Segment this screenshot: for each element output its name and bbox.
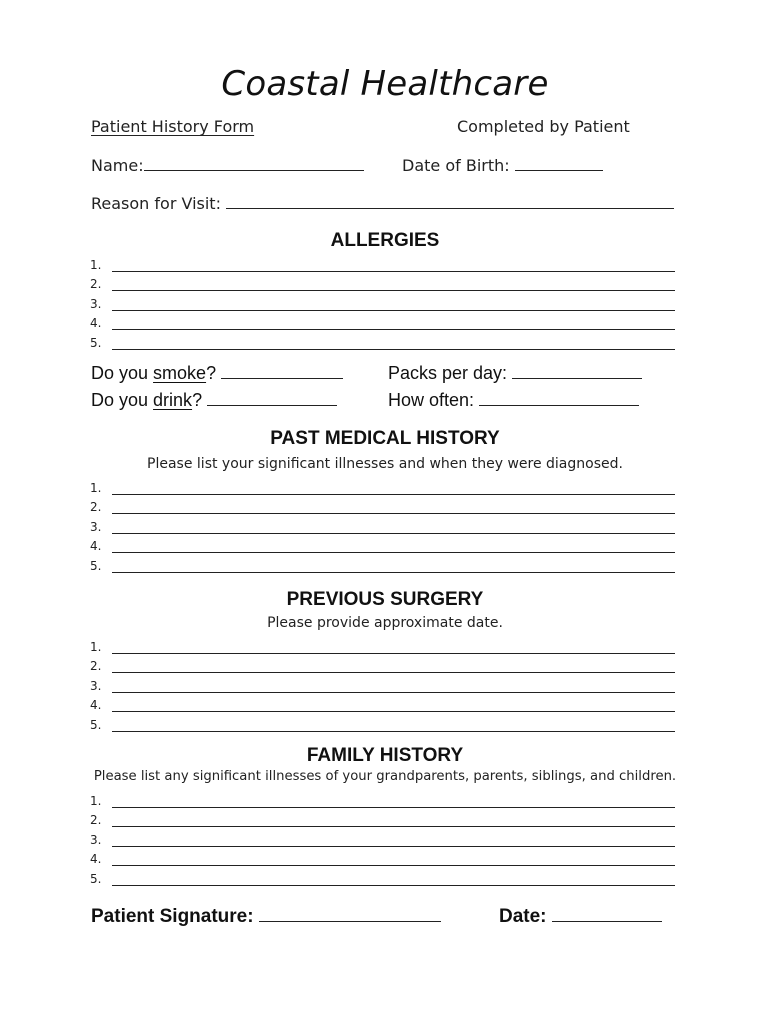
drink-blank[interactable]: [207, 391, 337, 406]
entry-line[interactable]: [112, 794, 675, 808]
past-medical-note: Please list your significant illnesses and when they were diagnosed.: [147, 456, 623, 472]
packs-question[interactable]: [388, 363, 642, 384]
list-item[interactable]: [90, 654, 675, 674]
often-label: How often:: [388, 390, 475, 410]
item-number: 5.: [90, 335, 102, 350]
item-number: 5.: [90, 717, 102, 732]
completed-by-label: Completed by Patient: [457, 117, 630, 136]
list-item[interactable]: [90, 514, 675, 534]
entry-line[interactable]: [112, 852, 675, 866]
smoke-prefix: Do you: [91, 363, 154, 383]
list-item[interactable]: [90, 272, 675, 292]
past-medical-list: [90, 475, 675, 573]
name-blank[interactable]: [144, 156, 364, 171]
drink-word: drink: [153, 390, 193, 410]
date-label: Date:: [499, 906, 547, 927]
often-blank[interactable]: [479, 391, 639, 406]
drink-suffix: ?: [192, 390, 203, 410]
list-item[interactable]: [90, 330, 675, 350]
list-item[interactable]: [90, 693, 675, 713]
entry-line[interactable]: [112, 718, 675, 732]
often-question[interactable]: [388, 390, 639, 411]
drink-question[interactable]: [91, 390, 337, 411]
list-item[interactable]: [90, 252, 675, 272]
list-item[interactable]: [90, 291, 675, 311]
surgery-heading: PREVIOUS SURGERY: [286, 589, 484, 610]
item-number: 1.: [90, 257, 102, 272]
family-heading: FAMILY HISTORY: [306, 745, 464, 766]
reason-label: Reason for Visit:: [91, 194, 221, 213]
item-number: 2.: [90, 659, 102, 674]
list-item[interactable]: [90, 827, 675, 847]
item-number: 5.: [90, 871, 102, 886]
dob-field[interactable]: [402, 156, 603, 175]
entry-line[interactable]: [112, 336, 675, 350]
entry-line[interactable]: [112, 813, 675, 827]
packs-label: Packs per day:: [388, 363, 508, 383]
list-item[interactable]: [90, 673, 675, 693]
smoke-question[interactable]: [91, 363, 343, 384]
item-number: 2.: [90, 277, 102, 292]
item-number: 4.: [90, 316, 102, 331]
surgery-list: [90, 634, 675, 732]
list-item[interactable]: [90, 847, 675, 867]
signature-label: Patient Signature:: [91, 906, 254, 927]
entry-line[interactable]: [112, 872, 675, 886]
entry-line[interactable]: [112, 640, 675, 654]
smoke-blank[interactable]: [221, 364, 343, 379]
item-number: 4.: [90, 698, 102, 713]
smoke-word: smoke: [153, 363, 207, 383]
item-number: 4.: [90, 539, 102, 554]
list-item[interactable]: [90, 866, 675, 886]
item-number: 2.: [90, 813, 102, 828]
item-number: 1.: [90, 480, 102, 495]
surgery-note: Please provide approximate date.: [267, 615, 503, 631]
entry-line[interactable]: [112, 539, 675, 553]
entry-line[interactable]: [112, 520, 675, 534]
form-name: Patient History Form: [91, 117, 255, 136]
smoke-suffix: ?: [206, 363, 217, 383]
allergies-heading: ALLERGIES: [330, 230, 440, 251]
dob-label: Date of Birth:: [402, 156, 510, 175]
reason-blank[interactable]: [226, 194, 674, 209]
list-item[interactable]: [90, 808, 675, 828]
family-note: Please list any significant illnesses of your grandparents, parents, siblings, and children.: [93, 769, 677, 784]
family-list: [90, 788, 675, 886]
item-number: 3.: [90, 832, 102, 847]
item-number: 3.: [90, 519, 102, 534]
list-item[interactable]: [90, 788, 675, 808]
list-item[interactable]: [90, 634, 675, 654]
entry-line[interactable]: [112, 500, 675, 514]
entry-line[interactable]: [112, 659, 675, 673]
entry-line[interactable]: [112, 481, 675, 495]
name-field[interactable]: [91, 156, 364, 175]
reason-field[interactable]: [91, 194, 674, 213]
signature-blank[interactable]: [259, 907, 441, 922]
drink-prefix: Do you: [91, 390, 154, 410]
entry-line[interactable]: [112, 277, 675, 291]
date-field[interactable]: [499, 906, 662, 928]
signature-field[interactable]: [91, 906, 441, 928]
item-number: 5.: [90, 558, 102, 573]
item-number: 4.: [90, 852, 102, 867]
item-number: 1.: [90, 793, 102, 808]
entry-line[interactable]: [112, 698, 675, 712]
entry-line[interactable]: [112, 679, 675, 693]
item-number: 3.: [90, 296, 102, 311]
list-item[interactable]: [90, 475, 675, 495]
allergies-list: [90, 252, 675, 350]
list-item[interactable]: [90, 712, 675, 732]
entry-line[interactable]: [112, 297, 675, 311]
packs-blank[interactable]: [512, 364, 642, 379]
clinic-title: Coastal Healthcare: [221, 64, 549, 104]
entry-line[interactable]: [112, 833, 675, 847]
item-number: 1.: [90, 639, 102, 654]
date-blank[interactable]: [552, 907, 662, 922]
list-item[interactable]: [90, 311, 675, 331]
list-item[interactable]: [90, 495, 675, 515]
item-number: 2.: [90, 500, 102, 515]
entry-line[interactable]: [112, 559, 675, 573]
list-item[interactable]: [90, 553, 675, 573]
past-medical-heading: PAST MEDICAL HISTORY: [270, 428, 500, 449]
item-number: 3.: [90, 678, 102, 693]
entry-line[interactable]: [112, 316, 675, 330]
name-label: Name:: [91, 156, 144, 175]
entry-line[interactable]: [112, 258, 675, 272]
dob-blank[interactable]: [515, 156, 603, 171]
list-item[interactable]: [90, 534, 675, 554]
